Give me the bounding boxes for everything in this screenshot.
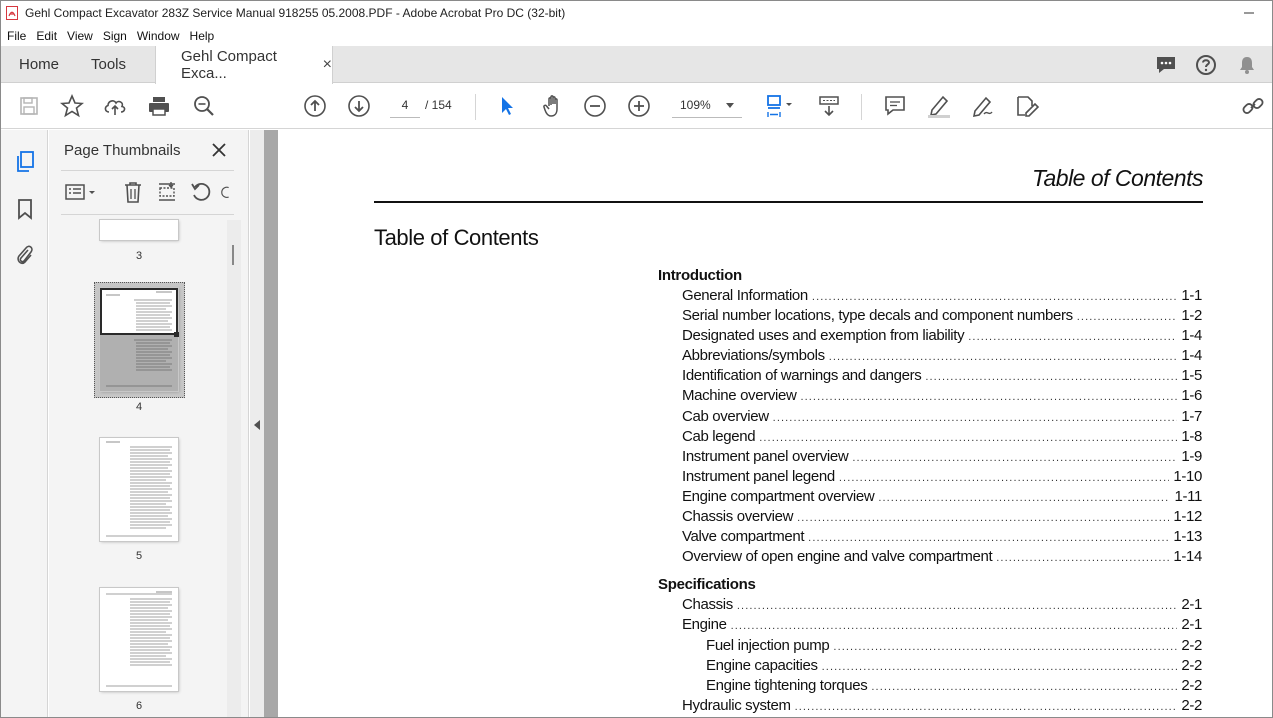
window-title: Gehl Compact Excavator 283Z Service Manual 918255 05.2008.PDF - Adobe Acrobat Pro DC (32-bit)	[25, 6, 566, 20]
notifications-bell-icon[interactable]	[1234, 52, 1260, 78]
page-thumbnails-panel	[49, 130, 249, 718]
toc-entry[interactable]: Engine compartment overview ..... 1-11	[658, 487, 1202, 507]
toc-entry[interactable]: Identification of warnings and dangers ..... 1-5	[658, 366, 1202, 386]
menu-edit[interactable]: Edit	[36, 28, 58, 43]
acrobat-app-icon	[6, 6, 18, 20]
thumbnail-options-icon[interactable]	[63, 180, 99, 204]
select-pointer-icon[interactable]	[493, 92, 521, 120]
tab-tools[interactable]: Tools	[91, 56, 127, 73]
toc-subentry[interactable]: Fuel injection pump ..... 2-2	[658, 636, 1202, 656]
thumbnail-content-lines	[100, 438, 178, 541]
toc-subentry[interactable]: Engine capacities ..... 2-2	[658, 656, 1202, 676]
tab-home[interactable]: Home	[19, 56, 60, 73]
toc-entry[interactable]: Valve compartment ..... 1-13	[658, 527, 1202, 547]
toc-entry[interactable]: Instrument panel legend ..... 1-10	[658, 467, 1202, 487]
panel-collapse-handle[interactable]	[250, 130, 264, 718]
running-header: Table of Contents	[1032, 165, 1203, 191]
toc-section-heading: Specifications	[658, 576, 756, 594]
panel-divider	[61, 170, 234, 171]
thumbnail-page-4[interactable]	[100, 288, 178, 391]
comment-bubble-icon[interactable]	[1153, 52, 1179, 78]
bookmarks-icon[interactable]	[13, 197, 37, 221]
delete-page-icon[interactable]	[121, 180, 145, 204]
toc-entry[interactable]: Cab legend ..... 1-8	[658, 427, 1202, 447]
thumbnail-label: 6	[135, 700, 143, 712]
toc-subentry[interactable]: Engine tightening torques ..... 2-2	[658, 676, 1202, 696]
tab-close-icon[interactable]: ×	[322, 56, 332, 73]
scroll-mode-icon[interactable]	[815, 92, 843, 120]
zoom-level-value: 109%	[680, 98, 711, 112]
find-zoom-icon[interactable]	[190, 92, 218, 120]
attachments-paperclip-icon[interactable]	[13, 243, 37, 267]
toc-entry[interactable]: Cab overview ..... 1-7	[658, 407, 1202, 427]
title-bar	[1, 1, 1272, 25]
thumbnail-label: 3	[135, 250, 143, 262]
toc-entry[interactable]: General Information ..... 1-1	[658, 286, 1202, 306]
share-link-icon[interactable]	[1239, 92, 1267, 120]
previous-page-icon[interactable]	[301, 92, 329, 120]
add-comment-icon[interactable]	[881, 92, 909, 120]
thumbnail-label: 4	[135, 401, 143, 413]
thumbnail-page-3[interactable]	[100, 220, 178, 240]
toc-entry[interactable]: Abbreviations/symbols ..... 1-4	[658, 346, 1202, 366]
document-page	[278, 130, 1273, 718]
menu-window[interactable]: Window	[136, 28, 180, 43]
menu-bar	[1, 25, 1272, 46]
page-title: Table of Contents	[374, 225, 539, 250]
extract-pages-icon[interactable]	[155, 180, 179, 204]
collapse-left-icon	[254, 420, 260, 430]
toc-entry[interactable]: Instrument panel overview ..... 1-9	[658, 447, 1202, 467]
main-toolbar	[1, 84, 1272, 129]
toc-entry[interactable]: Designated uses and exemption from liability ..... 1-4	[658, 326, 1202, 346]
page-number-input[interactable]: 4	[390, 94, 420, 118]
zoom-in-icon[interactable]	[625, 92, 653, 120]
table-of-contents	[658, 266, 1202, 716]
next-page-icon[interactable]	[345, 92, 373, 120]
zoom-level-select[interactable]	[672, 94, 742, 118]
help-icon[interactable]	[1193, 52, 1219, 78]
hand-tool-icon[interactable]	[537, 92, 565, 120]
minimize-button[interactable]	[1227, 1, 1271, 25]
page-display-icon[interactable]	[759, 92, 799, 120]
panel-divider-2	[61, 214, 234, 215]
page-thumbnails-icon[interactable]	[13, 150, 37, 174]
print-icon[interactable]	[145, 92, 173, 120]
toc-entry[interactable]: Chassis overview ..... 1-12	[658, 507, 1202, 527]
toc-entry[interactable]: Overview of open engine and valve compartment ..... 1-14	[658, 547, 1202, 567]
close-panel-icon[interactable]	[209, 140, 229, 160]
toolbar-divider-2	[861, 94, 862, 120]
page-total-label: / 154	[425, 98, 452, 112]
tab-document[interactable]	[155, 46, 333, 84]
tab-row	[1, 46, 1272, 83]
menu-file[interactable]: File	[7, 28, 27, 43]
menu-view[interactable]: View	[67, 28, 93, 43]
save-icon[interactable]	[15, 92, 43, 120]
document-gutter	[264, 130, 278, 718]
draw-sign-icon[interactable]	[969, 92, 997, 120]
tab-document-label: Gehl Compact Exca...	[181, 48, 277, 82]
thumbnail-content-lines	[100, 588, 178, 691]
toolbar-divider	[475, 94, 476, 120]
header-rule	[374, 201, 1203, 203]
chevron-down-icon	[726, 103, 734, 108]
edit-pdf-icon[interactable]	[1013, 92, 1041, 120]
toc-entry[interactable]: Machine overview ..... 1-6	[658, 386, 1202, 406]
highlight-pen-icon[interactable]	[925, 92, 953, 120]
rotate-counterclockwise-icon[interactable]	[189, 180, 213, 204]
toc-entry[interactable]: Engine ..... 2-1	[658, 615, 1202, 635]
toc-section-heading: Introduction	[658, 267, 742, 284]
rotate-clockwise-icon[interactable]	[221, 180, 235, 204]
thumbnail-label: 5	[135, 550, 143, 562]
thumbnail-page-6[interactable]	[100, 588, 178, 691]
thumbnail-page-5[interactable]	[100, 438, 178, 541]
thumbnail-scrollbar-thumb[interactable]	[232, 245, 234, 265]
minimize-icon	[1243, 7, 1255, 19]
panel-title: Page Thumbnails	[64, 142, 181, 159]
navigation-rail	[1, 130, 48, 718]
thumbnail-content-lines	[100, 288, 178, 391]
bookmark-star-icon[interactable]	[58, 92, 86, 120]
menu-sign[interactable]: Sign	[102, 28, 127, 43]
menu-help[interactable]: Help	[189, 28, 215, 43]
toc-entry[interactable]: Serial number locations, type decals and component numbers ..... 1-2	[658, 306, 1202, 326]
toc-entry[interactable]: Hydraulic system ..... 2-2	[658, 696, 1202, 716]
share-upload-icon[interactable]	[101, 92, 129, 120]
thumbnail-scrollbar[interactable]	[227, 220, 241, 718]
zoom-out-icon[interactable]	[581, 92, 609, 120]
toc-entry[interactable]: Chassis ..... 2-1	[658, 595, 1202, 615]
